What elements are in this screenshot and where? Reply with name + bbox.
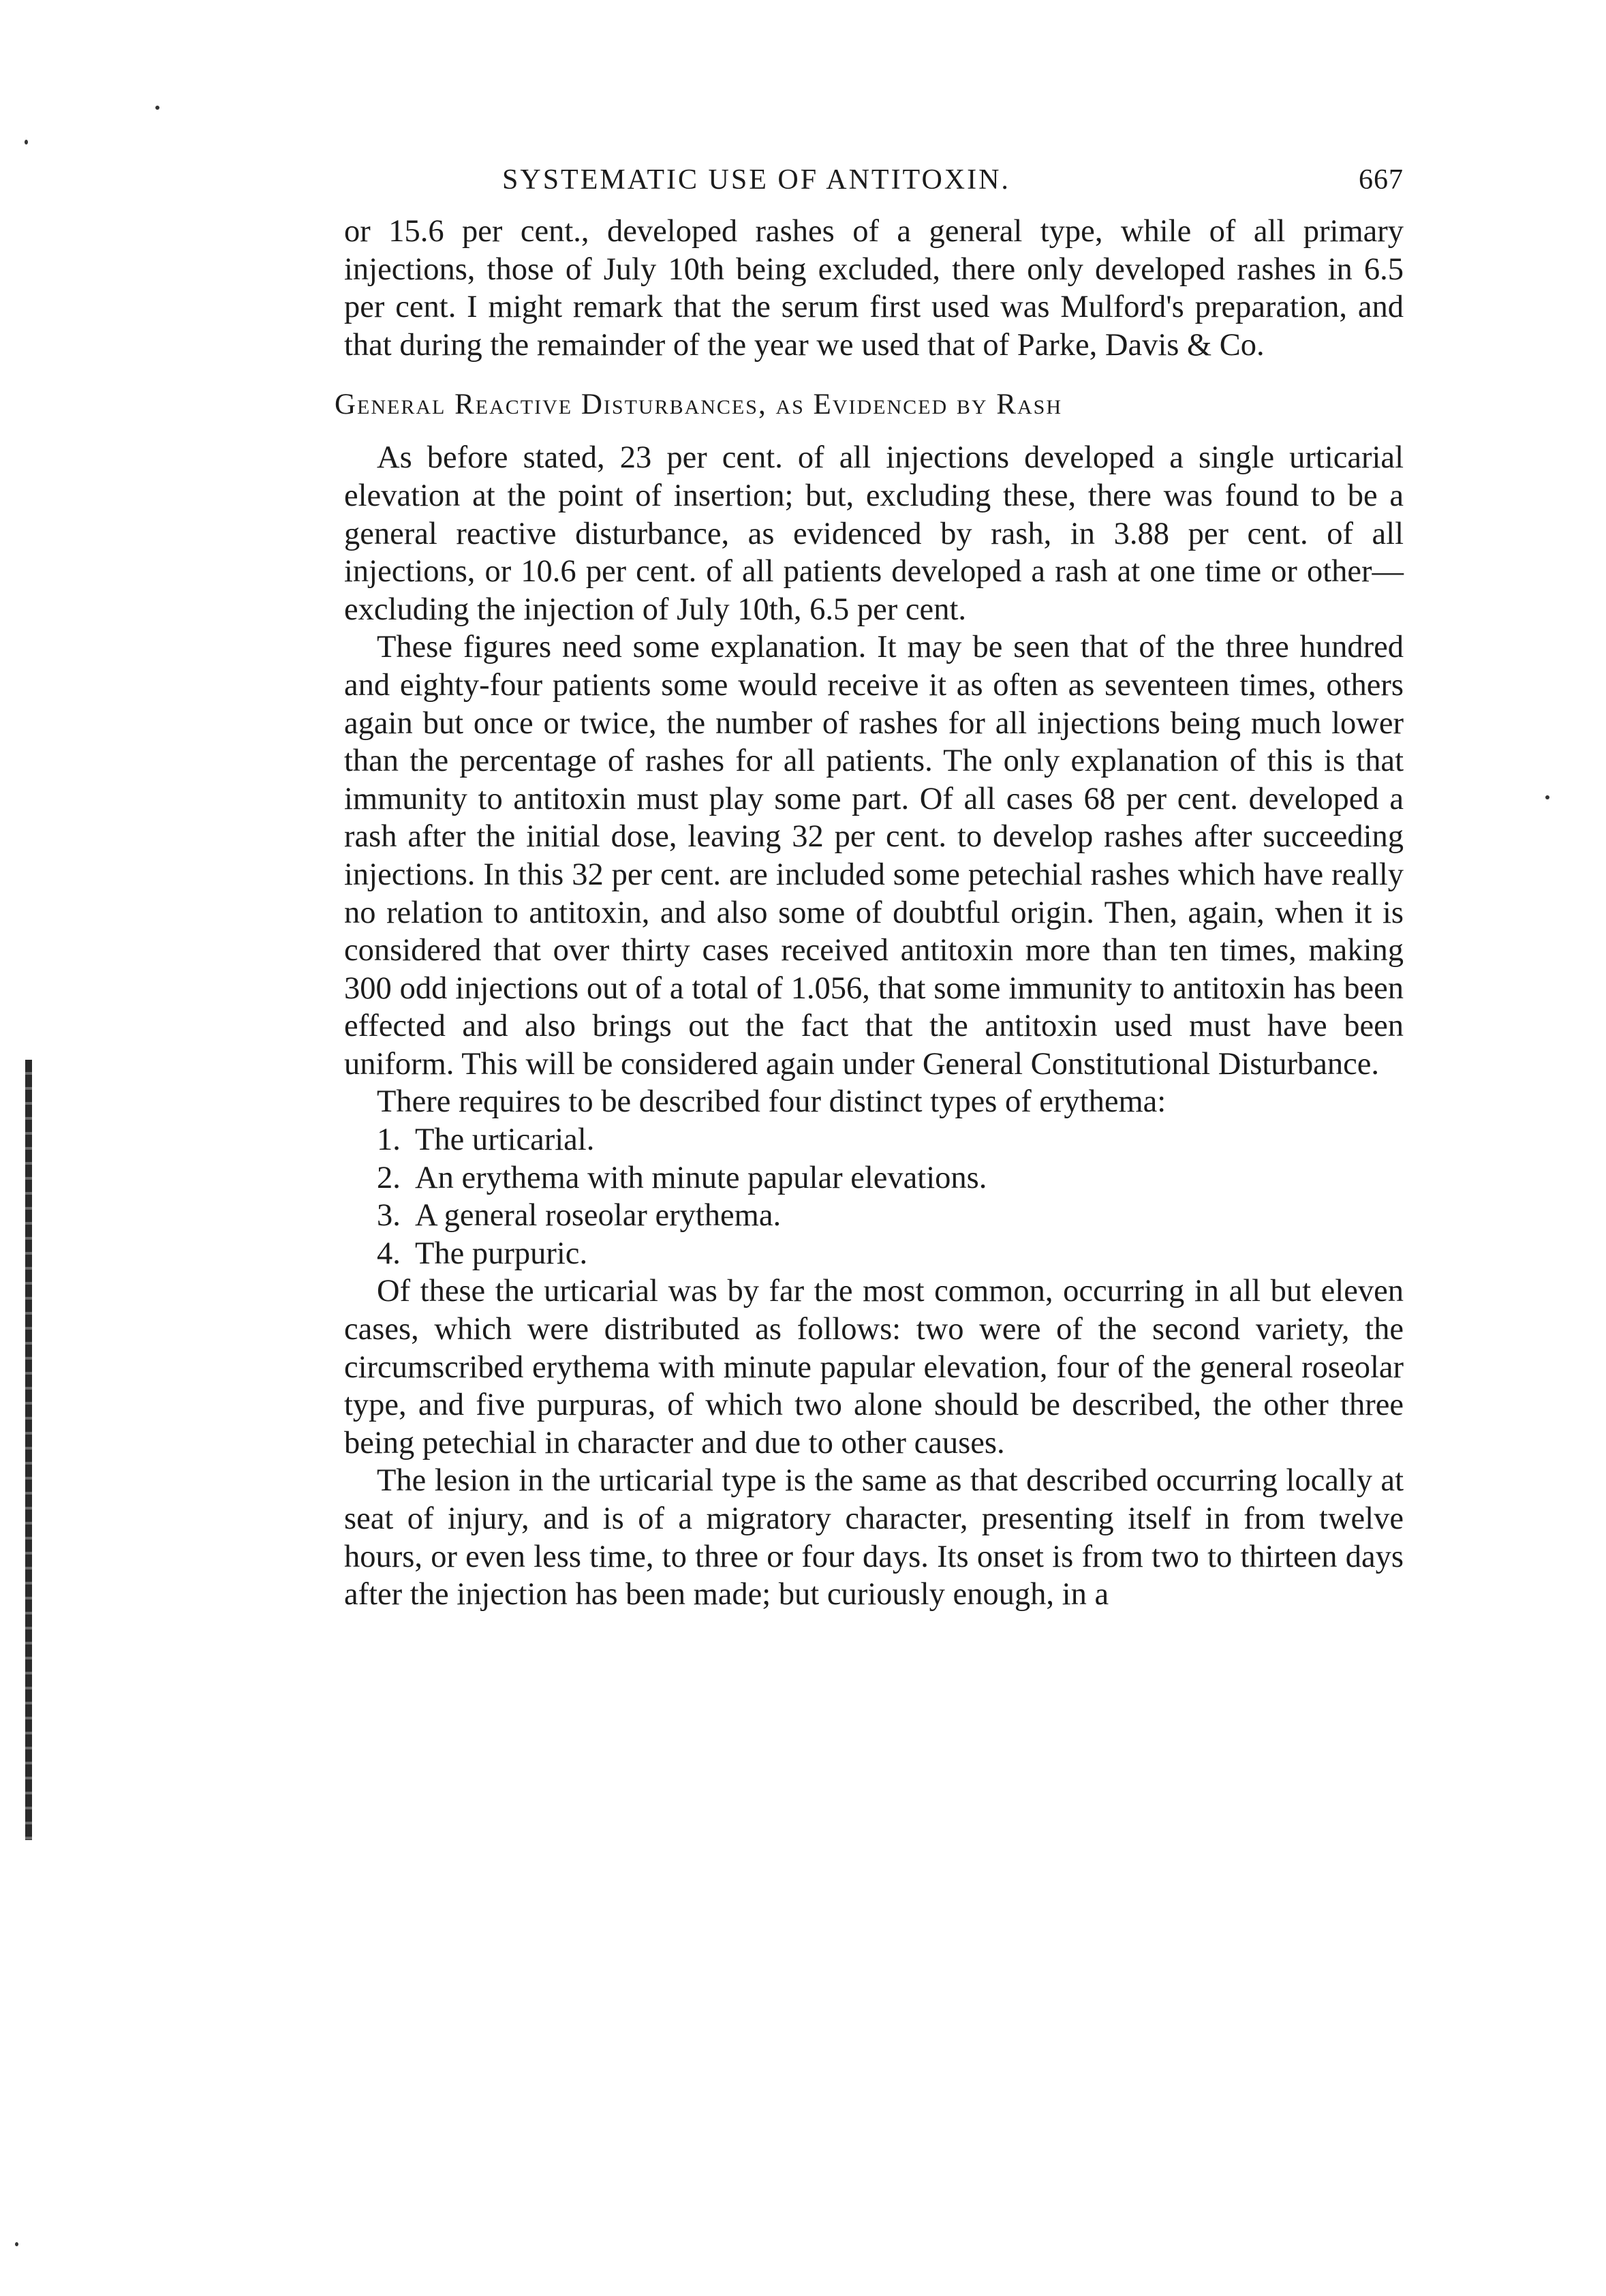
section-heading: General Reactive Disturbances, as Evidenced by Rash [335, 388, 1062, 421]
list-item [344, 1159, 1404, 1197]
list-number: 2. [377, 1160, 401, 1195]
paragraph: There requires to be described four distinct types of erythema: [377, 1084, 1167, 1120]
scan-speck [15, 2242, 18, 2246]
running-head [344, 158, 1404, 213]
book-page [335, 158, 1404, 1614]
list-number: 4. [377, 1236, 401, 1271]
erythema-type-list [344, 1121, 1404, 1272]
running-head-title: SYSTEMATIC USE OF ANTITOXIN. [502, 164, 1010, 196]
paragraph: As before stated, 23 per cent. of all injections developed a single urticarial elevation at the point of insertion; but, excluding these, there was found to be a general reactive disturbance, as evidenced by rash, in 3.88 per cent. of all injections, or 10.6 per cent. of all patients developed a rash at one time or other—excluding the injection of July 10th, 6.5 per cent. [344, 440, 1404, 627]
scan-speck [1545, 795, 1549, 799]
paragraph: Of these the urticarial was by far the most common, occurring in all but eleven cases, which were distributed as follows: two were of the second variety, the circumscribed erythema with minute papular elevation, four of the general roseolar type, and five purpuras, of which two alone should be described, the other three being petechial in character and due to other causes. [344, 1274, 1404, 1460]
list-text: An erythema with minute papular elevations. [415, 1160, 987, 1195]
list-text: A general roseolar erythema. [415, 1198, 782, 1234]
page-number: 667 [1359, 164, 1404, 196]
list-number: 1. [377, 1122, 401, 1158]
list-item [344, 1121, 1404, 1159]
list-item [344, 1197, 1404, 1235]
paragraph: These figures need some explanation. It may be seen that of the three hundred and eighty-four patients some would receive it as often as seventeen times, others again but once or twice, the number of rashes for all injections being much lower than the percentage of rashes for all patients. The only explanation of this is that immunity to antitoxin must play some part. Of all cases 68 per cent. developed a rash after the initial dose, leaving 32 per cent. to develop rashes after succeeding injections. In this 32 per cent. are included some petechial rashes which have really no relation to antitoxin, and also some of doubtful origin. Then, again, when it is considered that over thirty cases received antitoxin more than ten times, making 300 odd injections out of a total of 1.056, that some immunity to antitoxin has been effected and also brings out the fact that the antitoxin used must have been uniform. This will be considered again under General Constitutional Disturbance. [344, 630, 1404, 1082]
paragraph-continued: or 15.6 per cent., developed rashes of a general type, while of all primary injections, those of July 10th being excluded, there only developed rashes in 6.5 per cent. I might remark that the serum first used was Mulford's preparation, and that during the remainder of the year we used that of Parke, Davis & Co. [344, 214, 1404, 363]
margin-scan-bar [25, 1060, 32, 1840]
list-item [344, 1235, 1404, 1273]
paragraph: The lesion in the urticarial type is the same as that described occurring locally at seat of injury, and is of a migratory character, presenting itself in from twelve hours, or even less time, to three or four days. Its onset is from two to thirteen days after the injection has been made; but curiously enough, in a [344, 1463, 1404, 1612]
list-number: 3. [377, 1198, 401, 1234]
list-text: The urticarial. [415, 1122, 595, 1158]
scan-speck [25, 140, 28, 144]
list-text: The purpuric. [415, 1236, 588, 1271]
scan-speck [155, 106, 159, 110]
body-text [335, 213, 1404, 1614]
